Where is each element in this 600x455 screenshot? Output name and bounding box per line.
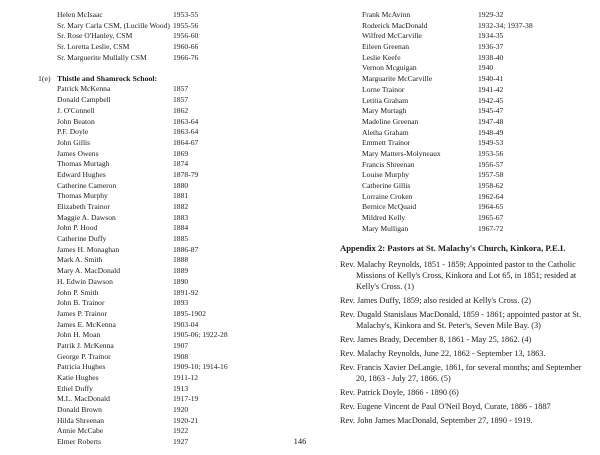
teacher-years: 1890 xyxy=(173,276,189,286)
list-item xyxy=(0,21,300,32)
teacher-name: Lorraine Croken xyxy=(362,191,413,201)
list-item xyxy=(305,21,595,32)
teacher-name: John Beaton xyxy=(57,116,95,126)
list-item xyxy=(0,159,300,170)
teacher-name: John H. Moan xyxy=(57,330,101,340)
teacher-name: Lorne Trainor xyxy=(362,84,405,94)
list-item xyxy=(0,277,300,288)
appendix-title: Appendix 2: Pastors at St. Malachy's Church, Kinkora, P.E.I. xyxy=(340,243,566,254)
teacher-name: Ethel Duffy xyxy=(57,383,93,393)
teacher-name: Patrik J. McKenna xyxy=(57,340,114,350)
teacher-name: Elmer Roberts xyxy=(57,437,102,447)
teacher-name: Donald Brown xyxy=(57,405,102,415)
teacher-years: 1874 xyxy=(173,159,189,169)
teacher-name: H. Edwin Dawson xyxy=(57,276,113,286)
teacher-name: Mildred Kelly xyxy=(362,213,406,223)
teacher-years: 1953-55 xyxy=(173,10,199,19)
teacher-name: Sr. Marguerite Mullally CSM xyxy=(57,52,147,62)
list-item xyxy=(0,330,300,341)
pastor-entry: Rev. James Brady, December 8, 1861 - May 25, 1862. (4) xyxy=(340,334,532,344)
pastor-entry: Rev. Eugene Vincent de Paul O'Neil Boyd, Curate, 1886 - 1887 xyxy=(340,402,551,412)
teacher-years: 1862 xyxy=(173,105,189,115)
teacher-years: 1936-37 xyxy=(478,42,504,52)
teacher-years: 1895-1902 xyxy=(173,308,206,318)
teacher-name: Aletha Graham xyxy=(362,127,409,137)
list-item xyxy=(0,170,300,181)
teacher-name: Elizabeth Trainor xyxy=(57,202,110,211)
teacher-list-right xyxy=(305,10,595,234)
list-item xyxy=(305,117,595,128)
list-item xyxy=(0,405,300,416)
teacher-years: 1863-64 xyxy=(173,116,199,126)
list-item xyxy=(0,245,300,256)
teacher-years: 1922 xyxy=(173,426,189,436)
teacher-years: 1940 xyxy=(478,63,494,73)
teacher-name: Hilda Shreenan xyxy=(57,415,105,425)
teacher-years: 1864-67 xyxy=(173,137,199,147)
section-title: Thistle and Shamrock School: xyxy=(57,74,158,84)
list-item xyxy=(305,85,595,96)
teacher-name: Edward Hughes xyxy=(57,169,106,179)
page-number: 146 xyxy=(293,436,307,446)
list-item xyxy=(305,160,595,171)
teacher-list xyxy=(0,84,300,447)
pastor-entry: Rev. Malachy Reynolds, June 22, 1862 - September 13, 1863. xyxy=(340,348,546,358)
teacher-years: 1909-10; 1914-16 xyxy=(173,362,228,372)
teacher-name: Thomas Murphy xyxy=(57,191,108,201)
teacher-years: 1958-62 xyxy=(478,181,504,190)
list-item xyxy=(0,223,300,234)
list-item xyxy=(305,63,595,74)
teacher-years: 1934-35 xyxy=(478,31,504,41)
list-item xyxy=(305,53,595,64)
teacher-years: 1966-76 xyxy=(173,52,199,62)
teacher-name: Bernice McQuaid xyxy=(362,202,417,212)
teacher-years: 1891-92 xyxy=(173,287,199,297)
list-item xyxy=(0,42,300,53)
teacher-name: Catherine Cameron xyxy=(57,180,117,190)
list-item xyxy=(0,352,300,363)
teacher-years: 1962-64 xyxy=(478,191,504,201)
list-item xyxy=(0,255,300,266)
list-item xyxy=(0,127,300,138)
teacher-years: 1889 xyxy=(173,266,189,276)
teacher-name: Mary Matters-Molyneaux xyxy=(362,148,441,158)
teacher-name: Wilfred McCarville xyxy=(362,31,422,41)
teacher-name: Sr. Loretta Leslie, CSM xyxy=(57,42,130,52)
list-item xyxy=(0,320,300,331)
list-item xyxy=(305,149,595,160)
teacher-name: P.F. Doyle xyxy=(57,127,89,137)
pastor-entry: Rev. Dugald Stanislaus MacDonald, 1859 - 1861; appointed pastor at St. Malachy's, Kinkora and St. Peter's, Seven Mile Bay. (3) xyxy=(340,310,582,330)
teacher-name: Catherine Gillis xyxy=(362,181,411,190)
list-item xyxy=(305,31,595,42)
pastor-entry: Rev. James Duffy, 1859; also resided at Kelly's Cross. (2) xyxy=(340,295,532,305)
pastor-entry: Rev. John James MacDonald, September 27, 1890 - 1919. xyxy=(340,416,533,426)
teacher-years: 1938-40 xyxy=(478,52,504,62)
list-item xyxy=(0,84,300,95)
teacher-years: 1960-66 xyxy=(173,42,199,52)
list-item xyxy=(0,191,300,202)
teacher-name: Mark A. Smith xyxy=(57,255,103,265)
teacher-years: 1888 xyxy=(173,255,189,265)
teacher-name: John Gillis xyxy=(57,137,91,147)
teacher-years: 1941-42 xyxy=(478,84,504,94)
pastor-entry: Rev. Francis Xavier DeLangie, 1861, for several months; and September 20, 1863 - July 27, 1866. (5) xyxy=(340,363,582,383)
list-item xyxy=(0,394,300,405)
teacher-name: Sr. Mary Carla CSM, (Lucille Wood) xyxy=(57,20,170,30)
teacher-name: Louise Murphy xyxy=(362,170,410,180)
teacher-years: 1886-87 xyxy=(173,244,199,254)
list-item xyxy=(0,202,300,213)
teacher-years: 1927 xyxy=(173,437,189,447)
teacher-name: Thomas Murtagh xyxy=(57,159,110,169)
teacher-name: John P. Smith xyxy=(57,287,99,297)
teacher-years: 1957-58 xyxy=(478,170,504,180)
teacher-name: Mary Murtagh xyxy=(362,106,407,116)
teacher-name: Mary Mulligan xyxy=(362,223,409,233)
list-item xyxy=(0,288,300,299)
list-item xyxy=(305,202,595,213)
list-item xyxy=(0,10,300,21)
teacher-years: 1920-21 xyxy=(173,415,199,425)
teacher-years: 1878-79 xyxy=(173,169,199,179)
list-item xyxy=(0,384,300,395)
teacher-name: James Owens xyxy=(57,148,99,158)
teacher-name: Helen McIsaac xyxy=(57,10,103,19)
list-item xyxy=(305,213,595,224)
teacher-name: James E. McKenna xyxy=(57,319,116,329)
teacher-years: 1967-72 xyxy=(478,223,504,233)
teacher-years: 1893 xyxy=(173,298,189,308)
teacher-years: 1857 xyxy=(173,95,189,105)
list-item xyxy=(305,170,595,181)
teacher-name: George P. Trainor xyxy=(57,351,111,361)
teacher-name: Donald Campbell xyxy=(57,95,111,105)
teacher-name: Patrick McKenna xyxy=(57,84,111,94)
list-item xyxy=(0,149,300,160)
teacher-years: 1932-34; 1937-38 xyxy=(478,20,533,30)
list-item xyxy=(0,31,300,42)
list-item xyxy=(0,309,300,320)
list-item xyxy=(0,416,300,427)
teacher-years: 1920 xyxy=(173,405,189,415)
teacher-years: 1881 xyxy=(173,191,189,201)
list-item xyxy=(0,362,300,373)
teacher-name: Maggie A. Dawson xyxy=(57,212,116,222)
teacher-years: 1885 xyxy=(173,234,189,244)
teacher-name: Sr. Rose O'Hanley, CSM xyxy=(57,31,133,41)
list-item xyxy=(305,192,595,203)
teacher-name: Patricia Hughes xyxy=(57,362,106,372)
list-item xyxy=(0,106,300,117)
teacher-years: 1913 xyxy=(173,383,189,393)
teacher-years: 1956-60 xyxy=(173,31,199,41)
list-item xyxy=(305,10,595,21)
list-item xyxy=(0,341,300,352)
left-column xyxy=(0,10,300,448)
teacher-years: 1949-53 xyxy=(478,138,504,148)
list-item xyxy=(305,42,595,53)
teacher-name: Marguarite McCarville xyxy=(362,74,433,84)
list-item xyxy=(305,138,595,149)
teacher-years: 1882 xyxy=(173,202,189,211)
teacher-name: Mary A. MacDonald xyxy=(57,266,121,276)
teacher-years: 1903-04 xyxy=(173,319,199,329)
list-item xyxy=(305,106,595,117)
teacher-years: 1884 xyxy=(173,223,189,233)
right-column xyxy=(305,10,595,431)
teacher-name: James P. Trainor xyxy=(57,308,107,318)
teacher-years: 1945-47 xyxy=(478,106,504,116)
list-item xyxy=(0,234,300,245)
teacher-years: 1964-65 xyxy=(478,202,504,212)
teacher-name: Vernon Mcguigan xyxy=(362,63,417,73)
teacher-years: 1948-49 xyxy=(478,127,504,137)
list-item xyxy=(0,95,300,106)
teacher-years: 1880 xyxy=(173,180,189,190)
teacher-years: 1929-32 xyxy=(478,10,504,19)
teacher-list-continued xyxy=(0,10,300,63)
list-item xyxy=(305,181,595,192)
list-item xyxy=(0,266,300,277)
teacher-years: 1947-48 xyxy=(478,116,504,126)
teacher-years: 1942-45 xyxy=(478,95,504,105)
teacher-years: 1857 xyxy=(173,84,189,94)
teacher-name: Letitia Graham xyxy=(362,95,409,105)
section-heading xyxy=(0,73,300,84)
list-item xyxy=(0,373,300,384)
list-item xyxy=(0,117,300,128)
list-item xyxy=(0,181,300,192)
teacher-name: J. O'Connell xyxy=(57,105,95,115)
teacher-name: Frank McAvinn xyxy=(362,10,411,19)
teacher-years: 1905-06; 1922-28 xyxy=(173,330,228,340)
teacher-name: Eileen Greenan xyxy=(362,42,410,52)
list-item xyxy=(305,224,595,235)
list-item xyxy=(0,298,300,309)
teacher-name: Leslie Keefe xyxy=(362,52,401,62)
pastor-list xyxy=(305,260,595,426)
teacher-years: 1955-56 xyxy=(173,20,199,30)
teacher-years: 1907 xyxy=(173,340,189,350)
list-item xyxy=(0,213,300,224)
teacher-name: Emmett Trainor xyxy=(362,138,411,148)
list-item xyxy=(305,128,595,139)
list-item xyxy=(0,138,300,149)
teacher-name: Annie McCabe xyxy=(57,426,104,436)
teacher-years: 1965-67 xyxy=(478,213,504,223)
section-mark: 1(e) xyxy=(38,74,51,84)
list-item xyxy=(305,74,595,85)
teacher-years: 1911-12 xyxy=(173,373,199,382)
pastor-entry: Rev. Malachy Reynolds, 1851 - 1859; Appointed pastor to the Catholic Missions of Kelly's Cross, Kinkora and Lot 65, in 1851; resided at Kelly's Cross. (1) xyxy=(340,260,577,291)
teacher-name: Madeline Greenan xyxy=(362,116,419,126)
teacher-years: 1917-19 xyxy=(173,394,199,404)
teacher-years: 1863-64 xyxy=(173,127,199,137)
teacher-years: 1908 xyxy=(173,351,189,361)
teacher-years: 1940-41 xyxy=(478,74,504,84)
teacher-name: Francis Shreenan xyxy=(362,159,415,169)
teacher-name: John B. Trainor xyxy=(57,298,105,308)
teacher-name: Katie Hughes xyxy=(57,373,99,382)
teacher-name: James H. Monaghan xyxy=(57,244,120,254)
teacher-name: John P. Hood xyxy=(57,223,98,233)
teacher-name: Catherine Duffy xyxy=(57,234,107,244)
teacher-name: M.L. MacDonald xyxy=(57,394,110,404)
teacher-name: Roderick MacDonald xyxy=(362,20,428,30)
pastor-entry: Rev. Patrick Doyle, 1866 - 1890 (6) xyxy=(340,387,459,397)
teacher-years: 1883 xyxy=(173,212,189,222)
teacher-years: 1956-57 xyxy=(478,159,504,169)
teacher-years: 1869 xyxy=(173,148,189,158)
list-item xyxy=(0,53,300,64)
list-item xyxy=(305,96,595,107)
teacher-years: 1953-56 xyxy=(478,148,504,158)
